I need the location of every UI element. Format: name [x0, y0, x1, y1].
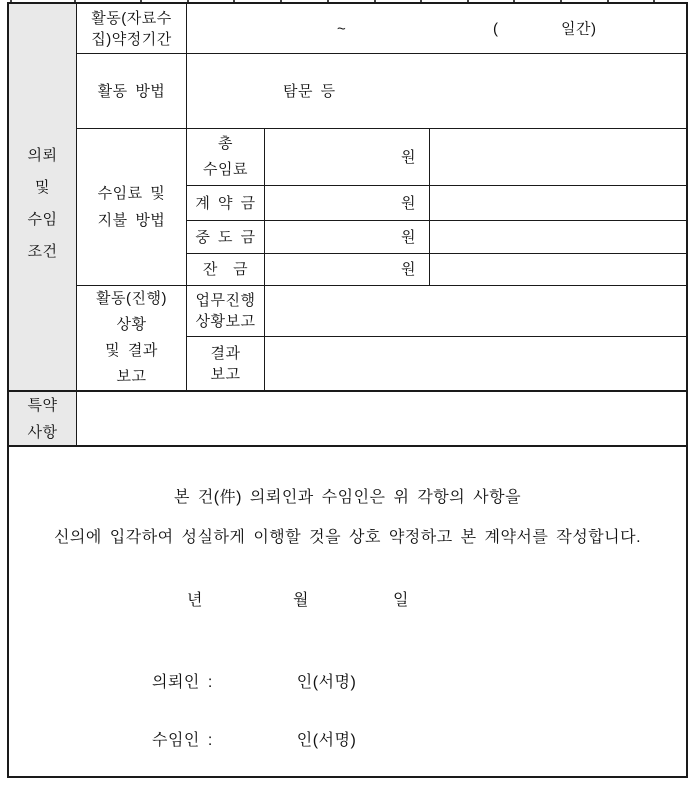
field-contract-deposit-note — [430, 186, 686, 221]
field-special-terms — [77, 392, 686, 447]
client-label: 의뢰인 : — [152, 674, 213, 691]
field-balance-amount — [265, 254, 430, 286]
label-activity-method: 활동 방법 — [77, 54, 187, 129]
signature-line-agent — [152, 730, 356, 751]
label-total-fee-line1: 총 — [218, 135, 233, 152]
field-activity-method: 탐문 등 — [187, 54, 686, 129]
label-activity-period-line2: 집)약정기간 — [91, 30, 172, 48]
closing-statement-line2: 신의에 입각하여 성실하게 이행할 것을 상호 약정하고 본 계약서를 작성합니다. — [53, 529, 642, 546]
agent-label: 수임인 : — [152, 732, 213, 749]
label-progress-group-line: 상황 — [116, 316, 147, 333]
won-unit: 원 — [401, 228, 416, 246]
field-activity-period — [187, 4, 686, 54]
field-contract-deposit-amount — [265, 186, 430, 221]
label-total-fee — [187, 129, 265, 186]
date-day-label: 일 — [392, 592, 409, 609]
field-balance-note — [430, 254, 686, 286]
contract-table — [7, 2, 688, 778]
label-progress-report — [187, 286, 265, 337]
row-header-conditions-line: 조건 — [27, 243, 58, 260]
label-result-report-line1: 결과 — [210, 344, 241, 362]
field-total-fee-amount — [265, 129, 430, 186]
label-progress-report-line1: 업무진행 — [195, 292, 256, 309]
label-result-report — [187, 337, 265, 392]
row-header-conditions-line: 수임 — [27, 211, 58, 228]
label-fee-group-line1: 수임료 및 — [97, 185, 166, 202]
field-interim-payment-note — [430, 221, 686, 254]
won-unit: 원 — [401, 261, 416, 278]
label-progress-report-line2: 상황보고 — [195, 313, 256, 330]
label-result-report-line2: 보고 — [210, 365, 241, 383]
label-contract-deposit: 계 약 금 — [187, 186, 265, 221]
row-header-special-terms — [9, 392, 77, 447]
label-progress-group-line: 및 결과 — [105, 342, 158, 359]
won-unit: 원 — [401, 148, 416, 166]
date-line — [187, 590, 409, 611]
field-total-fee-note — [430, 129, 686, 186]
row-header-conditions-line: 의뢰 — [27, 147, 58, 164]
period-duration-suffix: 일간) — [561, 20, 597, 37]
field-interim-payment-amount — [265, 221, 430, 254]
label-balance: 잔 금 — [187, 254, 265, 286]
label-progress-group-line: 보고 — [116, 368, 147, 385]
period-tilde: ~ — [337, 20, 347, 37]
label-interim-payment: 중 도 금 — [187, 221, 265, 254]
won-unit: 원 — [401, 194, 416, 212]
row-header-conditions — [9, 4, 77, 392]
client-seal-label: 인(서명) — [296, 674, 357, 691]
label-activity-period — [77, 4, 187, 54]
label-progress-group-line: 활동(진행) — [96, 290, 167, 307]
period-paren-open: ( — [493, 20, 499, 37]
field-progress-report — [265, 286, 686, 337]
agent-seal-label: 인(서명) — [296, 732, 357, 749]
label-total-fee-line2: 수임료 — [203, 161, 248, 178]
date-year-label: 년 — [187, 592, 203, 609]
row-header-conditions-line: 및 — [35, 179, 50, 196]
label-fee-group-line2: 지불 방법 — [97, 212, 166, 229]
row-header-special-line2: 사항 — [27, 423, 58, 441]
signature-line-client — [152, 672, 356, 693]
date-month-label: 월 — [292, 592, 309, 609]
row-header-special-line1: 특약 — [27, 396, 58, 414]
field-result-report — [265, 337, 686, 392]
closing-section — [9, 447, 686, 776]
closing-statement-line1: 본 건(件) 의뢰인과 수임인은 위 각항의 사항을 — [173, 489, 522, 506]
label-progress-result-group — [77, 286, 187, 392]
label-activity-period-line1: 활동(자료수 — [91, 9, 172, 27]
label-fee-payment-group — [77, 129, 187, 286]
